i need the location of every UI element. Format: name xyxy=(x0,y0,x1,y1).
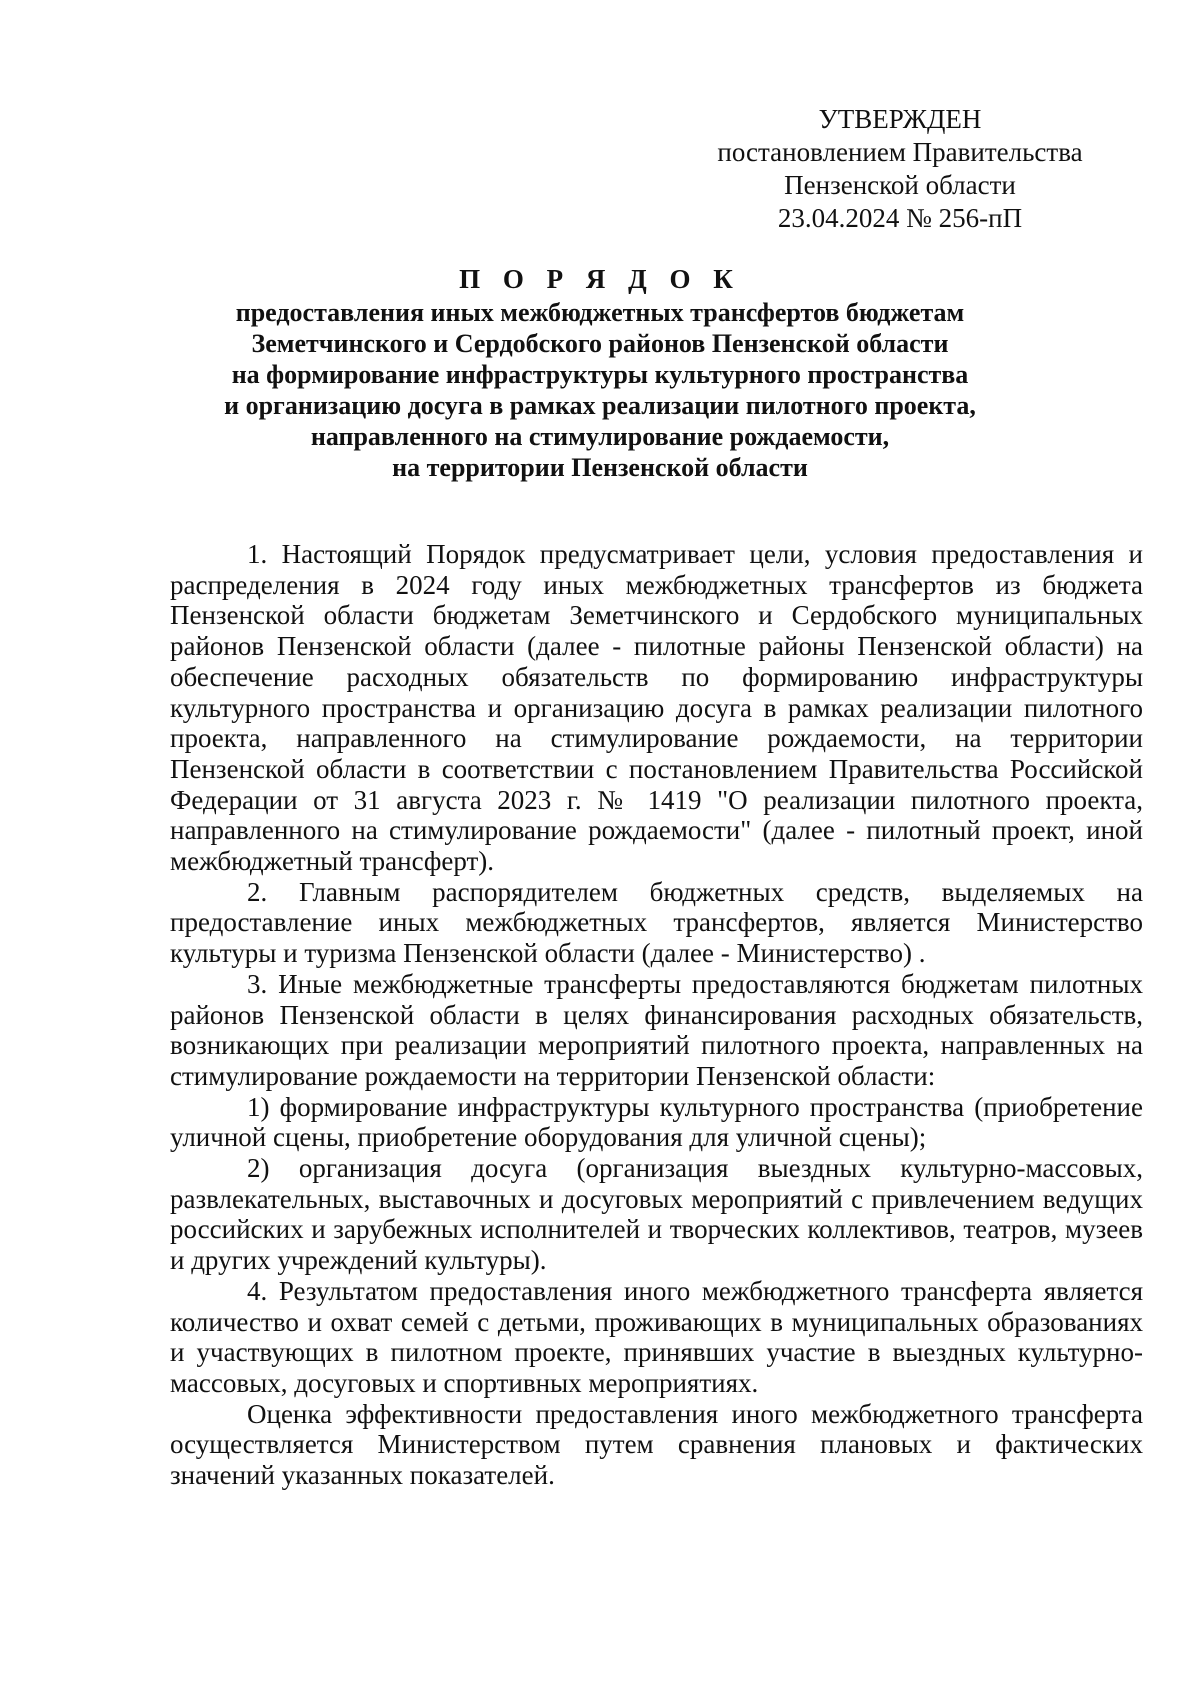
list-item-2: 2) организация досуга (организация выездных культурно-массовых, развлекательных, выставочных и досуговых мероприятий с привлечением ведущих российских и зарубежных исполнителей и творческих коллективов, театров, музеев и других учреждений культуры). xyxy=(170,1153,1143,1276)
paragraph-2: 2. Главным распорядителем бюджетных средств, выделяемых на предоставление иных межбюджетных трансфертов, является Министерство культуры и туризма Пензенской области (далее - Министерство) . xyxy=(170,876,1143,969)
approval-label: УТВЕРЖДЕН xyxy=(818,104,982,134)
list-item-1: 1) формирование инфраструктуры культурного пространства (приобретение уличной сцены, приобретение оборудования для уличной сцены); xyxy=(170,1091,1143,1153)
subtitle-line: Земетчинского и Сердобского районов Пензенской области xyxy=(251,329,949,358)
subtitle-line: направленного на стимулирование рождаемости, xyxy=(310,422,890,451)
subtitle-line: на территории Пензенской области xyxy=(392,453,808,482)
subtitle-line: предоставления иных межбюджетных трансфертов бюджетам xyxy=(235,298,965,327)
document-title-block xyxy=(160,262,1040,483)
approval-stamp xyxy=(700,103,1100,235)
approval-decree: постановлением Правительства xyxy=(717,137,1083,167)
paragraph-3: 3. Иные межбюджетные трансферты предоставляются бюджетам пилотных районов Пензенской области в целях финансирования расходных обязательств, возникающих при реализации мероприятий пилотного проекта, направленных на стимулирование рождаемости на территории Пензенской области: xyxy=(170,968,1143,1091)
document-title: П О Р Я Д О К xyxy=(459,264,741,294)
document-body xyxy=(170,539,1143,1491)
subtitle-line: и организацию досуга в рамках реализации пилотного проекта, xyxy=(224,391,976,420)
paragraph-4: 4. Результатом предоставления иного межбюджетного трансферта является количество и охват семей с детьми, проживающих в муниципальных образованиях и участвующих в пилотном проекте, принявших участие в выездных культурно-массовых, досуговых и спортивных мероприятиях. xyxy=(170,1275,1143,1398)
paragraph-evaluation: Оценка эффективности предоставления иного межбюджетного трансферта осуществляется Министерством путем сравнения плановых и фактических значений указанных показателей. xyxy=(170,1398,1143,1491)
subtitle-line: на формирование инфраструктуры культурного пространства xyxy=(231,360,969,389)
approval-region: Пензенской области xyxy=(784,170,1016,200)
paragraph-1: 1. Настоящий Порядок предусматривает цели, условия предоставления и распределения в 2024 году иных межбюджетных трансфертов из бюджета Пензенской области бюджетам Земетчинского и Сердобского муниципальных районов Пензенской области (далее - пилотные районы Пензенской области) на обеспечение расходных обязательств по формированию инфраструктуры культурного пространства и организацию досуга в рамках реализации пилотного проекта, направленного на стимулирование рождаемости, на территории Пензенской области в соответствии с постановлением Правительства Российской Федерации от 31 августа 2023 г. № 1419 "О реализации пилотного проекта, направленного на стимулирование рождаемости" (далее - пилотный проект, иной межбюджетный трансферт). xyxy=(170,539,1143,877)
approval-date-number: 23.04.2024 № 256-пП xyxy=(777,203,1023,233)
